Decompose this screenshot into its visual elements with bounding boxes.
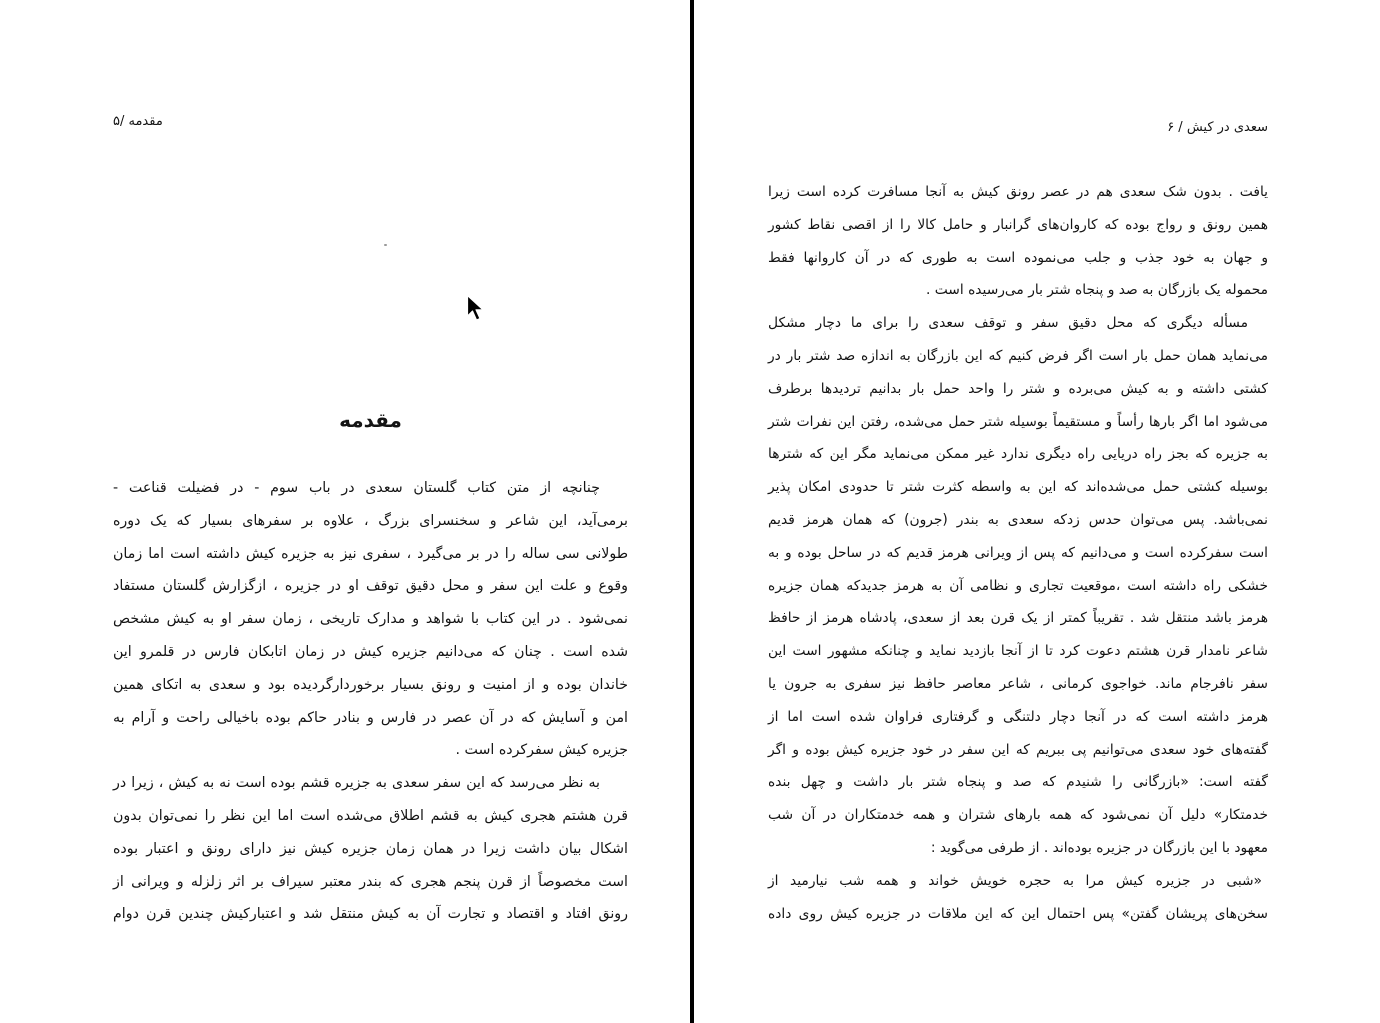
text-line: شده است . چنان که می‌دانیم جزیره کیش در زمان اتابکان فارس در قلمرو این bbox=[113, 643, 628, 660]
text-line: چنانچه از متن کتاب گلستان سعدی در باب سوم - در فضیلت قناعت - bbox=[113, 480, 600, 496]
text-line: کشتی داشته و به کیش می‌برده و شتر را واحد حمل بار بدانیم تردیدها برطرف bbox=[768, 380, 1268, 397]
text-line: مسأله دیگری که محل دقیق سفر و توقف سعدی را برای ما دچار مشکل bbox=[768, 315, 1248, 332]
scan-speck bbox=[384, 244, 387, 246]
text-line: به نظر می‌رسد که این سفر سعدی به جزیره قشم بوده است نه به کیش ، زیرا در bbox=[113, 775, 600, 792]
paragraph bbox=[768, 176, 1268, 307]
paragraph bbox=[113, 472, 628, 767]
text-line: و جهان به خود جذب و جلب می‌نموده است به طوری که در آن کاروانها فقط bbox=[768, 249, 1268, 266]
text-line: گفته‌های خود سعدی می‌توانیم پی ببریم که این سفر در خود جزیره کیش بوده و اگر bbox=[768, 741, 1268, 758]
text-line: گفته است: «بازرگانی را شنیدم که صد و پنجاه شتر بار داشت و چهل بنده bbox=[768, 774, 1268, 791]
text-line: جزیره کیش سفرکرده است . bbox=[455, 742, 628, 759]
text-line: معهود با این بازرگان در جزیره بوده‌اند . از طرفی می‌گوید : bbox=[930, 839, 1268, 856]
running-head-right: سعدی در کیش / ۶ bbox=[1167, 120, 1268, 135]
right-page-body bbox=[768, 176, 1268, 930]
paragraph bbox=[768, 307, 1268, 865]
text-line: محموله یک بازرگان به صد و پنجاه شتر بار می‌رسیده است . bbox=[925, 282, 1268, 299]
chapter-title: مقدمه bbox=[339, 408, 402, 432]
text-line: سفر نافرجام ماند. خواجوی کرمانی ، شاعر معاصر حافظ نیز سفری به جرون یا bbox=[768, 675, 1268, 692]
text-line: است مخصوصاً از قرن پنجم هجری که بندر معتبر سیراف بر اثر زلزله و ویرانی از bbox=[113, 873, 628, 890]
text-line: شاعر نامدار قرن هشتم دعوت کرد تا از آنجا بازدید نماید و چنانکه مشهور است این bbox=[768, 643, 1268, 660]
right-page bbox=[694, 0, 1380, 1023]
text-line: قرن هشتم هجری کیش به قشم اطلاق می‌شده است اما این نظر را نمی‌توان بدون bbox=[113, 807, 628, 824]
text-line: نمی‌شود . در این کتاب با شواهد و مدارک تاریخی ، زمان سفر او به کیش مشخص bbox=[113, 611, 628, 628]
text-line: است سفرکرده است و می‌دانیم که پس از ویرانی هرمز قدیم که در ساحل بوده و به bbox=[768, 544, 1268, 561]
text-line: یافت . بدون شک سعدی هم در عصر رونق کیش به آنجا مسافرت کرده است زیرا bbox=[768, 184, 1268, 200]
running-head-left: مقدمه /۵ bbox=[113, 114, 163, 129]
text-line: بوسیله کشتی حمل می‌شده‌اند که این به واسطه کثرت شتر تا حدودی امکان پذیر bbox=[768, 479, 1268, 496]
text-line: اشکال بیان داشت زیرا در همان زمان جزیره کیش نیز دارای رونق و اعتبار بوده bbox=[113, 840, 628, 857]
text-line: نمی‌باشد. پس می‌توان حدس زدکه سعدی به بندر (جرون) که همان هرمز قدیم bbox=[768, 511, 1268, 528]
text-line: خاندان بوده و از امنیت و رونق بسیار برخوردارگردیده بود و سعدی به اتکای همین bbox=[113, 676, 628, 693]
text-line: خشکی راه داشته است ،موقعیت تجاری و نظامی آن به هرمز جدیدکه همان جزیره bbox=[768, 577, 1268, 594]
text-line: «شبی در جزیره کیش مرا به حجره خویش خواند و همه شب نیارمید از bbox=[768, 872, 1262, 889]
text-line: می‌نماید همان حمل بار است اگر فرض کنیم که این بازرگان به اندازه صد شتر بار در bbox=[768, 347, 1268, 364]
left-page-body bbox=[113, 472, 628, 931]
text-line: طولانی سی ساله را در بر می‌گیرد ، سفری نیز به جزیره کیش داشته است اما زمان bbox=[113, 545, 628, 562]
text-line: رونق افتاد و اقتصاد و تجارت آن به کیش منتقل شد و اعتبارکیش چندین قرن دوام bbox=[113, 906, 628, 923]
text-line: امن و آسایش که در آن عصر در فارس و بنادر حاکم بوده باخیالی راحت و آرام به bbox=[113, 709, 628, 726]
text-line: هرمز داشته است که در آنجا دچار دلتنگی و گرفتاری فراوان شده است اما از bbox=[768, 708, 1268, 725]
text-line: به جزیره که بجز راه دریایی راه دیگری ندارد غیر ممکن می‌نماید مگر این که شترها bbox=[768, 446, 1268, 463]
text-line: همین رونق و رواج بوده که کاروان‌های گرانبار و حامل کالا را از اقصی نقاط کشور bbox=[768, 216, 1268, 233]
text-line: می‌شود اما اگر بارها رأساً و مستقیماً بوسیله شتر حمل می‌شده، رفتن این نفرات شتر bbox=[768, 413, 1268, 430]
text-line: خدمتکار» دلیل آن نمی‌شود که همه بارهای شتران و همه خدمتکاران در آن شب bbox=[768, 807, 1268, 824]
text-line: وقوع و علت این سفر و محل دقیق توقف او در جزیره ، ازگزارش گلستان مستفاد bbox=[113, 578, 628, 595]
paragraph bbox=[768, 865, 1268, 931]
mouse-cursor-icon bbox=[466, 294, 484, 322]
text-line: برمی‌آید، این شاعر و سخنسرای بزرگ ، علاوه بر سفرهای بسیار که یک دوره bbox=[113, 512, 628, 529]
paragraph bbox=[113, 767, 628, 931]
text-line: سخن‌های پریشان گفتن» پس احتمال این که این ملاقات در جزیره کیش روی داده bbox=[768, 905, 1268, 922]
text-line: هرمز باشد منتقل شد . تقریباً کمتر از یک قرن بعد از سعدی، پادشاه هرمز از حافظ bbox=[768, 610, 1268, 627]
